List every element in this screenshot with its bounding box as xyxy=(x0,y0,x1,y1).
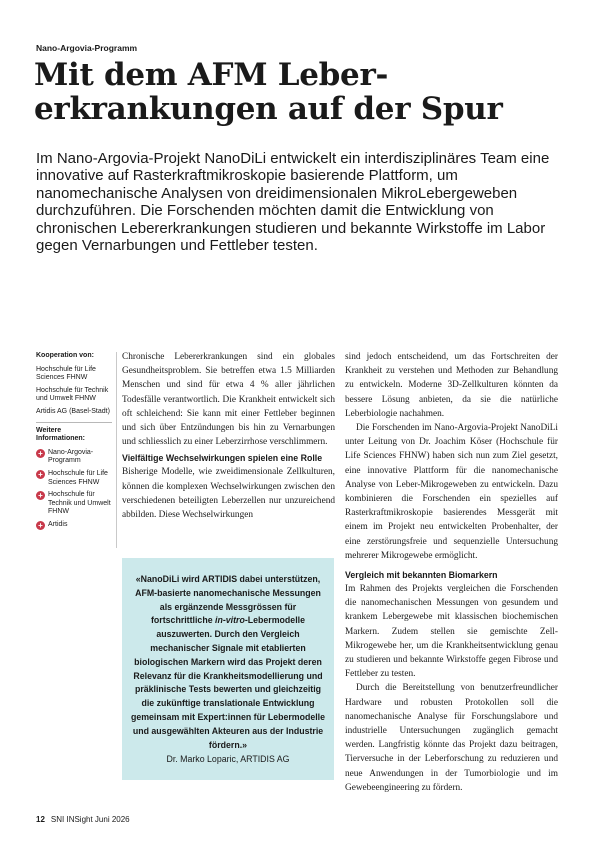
cooperation-heading: Kooperation von: xyxy=(36,352,94,359)
body-paragraph: Durch die Bereitstellung von benutzerfreundlicher Hardware und robusten Protokollen soll die nanomechanische Analyse für Forschungslabore und industrielle Untersuchungen zugänglich gemacht werden. Langfristig könnte das Projekt dazu beitragen, Tierversuche in der Leberforschung zu reduzieren und neue Anwendungen in der Tumorbiologie und im Gewebeengineering zu fördern. xyxy=(345,683,558,793)
quote-text: «NanoDiLi wird ARTIDIS dabei unterstützen, AFM-basierte nanomechanische Messungen als ergänzende Messgrössen für fortschrittliche in-vitro-Lebermodelle auszuwerten. Durch den Vergleich mechanischer Signale mit etablierten biologischen Markern wird das Projekt deren Relevanz für die Krankheitsmodellierung und präklinische Tests bewerten und gleichzeitig die zukünftige translationale Entwicklung gemeinsam mit Expert:innen für Lebermodelle und ausgewählten Akteuren aus der Industrie fördern.» xyxy=(130,574,326,750)
body-paragraph: sind jedoch entscheidend, um das Fortschreiten der Krankheit zu verstehen und Methoden zur Behandlung zu entwickeln. Moderne 3D-Zellkulturen könnten da bessere Lösung anbieten, da sie die natürliche Leberbiologie nachahmen. xyxy=(345,352,558,419)
partner-item: Hochschule für Life Sciences FHNW xyxy=(36,365,96,382)
article-lead: Im Nano-Argovia-Projekt NanoDiLi entwickelt ein interdisziplinäres Team eine innovative auf Rasterkraftmikroskopie basierende Plattform, um nanomechanische Analysen von dreidimensionalen MikroLebergeweben durchzuführen. Die Forschenden möchten damit die Entwicklung von chronischen Lebererkrankungen studieren und bekannte Wirkstoffe im Labor gegen Vernarbungen und Fettleber testen. xyxy=(36,150,550,255)
partner-item: Artidis AG (Basel-Stadt) xyxy=(36,407,110,415)
page-footer xyxy=(36,815,130,824)
plus-icon: + xyxy=(36,491,45,500)
partner-item: Hochschule für Technik und Umwelt FHNW xyxy=(36,386,109,403)
section-kicker: Nano-Argovia-Programm xyxy=(36,43,138,53)
plus-icon: + xyxy=(36,449,45,458)
info-link-label: Nano-Argovia-Programm xyxy=(48,448,94,465)
body-column-2 xyxy=(345,350,558,795)
publication-name: SNI INSight Juni 2026 xyxy=(50,815,130,824)
sidebar-divider xyxy=(36,422,112,423)
body-paragraph: Im Rahmen des Projekts vergleichen die Forschenden die nanomechanischen Messungen von gesundem und krankem Lebergewebe mit klassischen biochemischen Markern. Zudem stellen sie gemischte Zell-Mikrogewebe her, um die Krankheitsentwicklung genau zu studieren und bekannte Wirkstoffe gegen Fibrose und Fettleber zu testen. xyxy=(345,584,558,680)
info-link-label: Artidis xyxy=(48,520,68,528)
info-heading: Weitere Informationen: xyxy=(36,426,85,443)
body-paragraph: Bisherige Modelle, wie zweidimensionale Zellkulturen, können die komplexen Wechselwirkungen zwischen den verschiedenen beteiligten Leberzellen nur unzureichend abbilden. Diese Wechselwirkungen xyxy=(122,467,335,521)
info-link-label: Hochschule für Life Sciences FHNW xyxy=(48,469,108,486)
article-headline: Mit dem AFM Lebererkrankungen auf der Spur xyxy=(34,57,503,127)
body-column-1 xyxy=(122,350,335,522)
plus-icon: + xyxy=(36,521,45,530)
quote-italic: in-vitro xyxy=(215,615,245,626)
subheading: Vergleich mit bekannten Biomarkern xyxy=(345,570,498,581)
sidebar-rule xyxy=(116,352,117,548)
page-number: 12 xyxy=(36,815,45,824)
body-paragraph: Die Forschenden im Nano-Argovia-Projekt NanoDiLi unter Leitung von Dr. Joachim Köser (Hochschule für Life Sciences FHNW) haben sich nun zum Ziel gesetzt, eine innovative Plattform für die nanomechanische Analyse von Leber-Mikrogeweben zu entwickeln. Dazu kombinieren die Forschenden ein spezielles auf Rasterkraftmikroskopie basierendes Messgerät mit einem im Projekt neu entwickelten Probenhalter, der eine zerstörungsfreie und sequenzielle Untersuchung mehrerer Mikrogewebe ermöglicht. xyxy=(345,423,558,561)
pull-quote xyxy=(122,558,334,780)
info-link-nano-argovia[interactable] xyxy=(36,449,112,466)
quote-author: Dr. Marko Loparic, ARTIDIS AG xyxy=(166,754,290,765)
info-link-fhnw-life-sciences[interactable] xyxy=(36,470,112,487)
info-link-label: Hochschule für Technik und Umwelt FHNW xyxy=(48,491,111,516)
body-paragraph: Chronische Lebererkrankungen sind ein globales Gesundheitsproblem. Sie betreffen etwa 1.5 Milliarden Menschen und sind für etwa 4 % aller jährlichen Todesfälle verantwortlich. Die Krankheit entwickelt sich oft schleichend: Sie kann mit einer Fettleber beginnen und sich über Entzündungen bis hin zu Vernarbungen und schliesslich zu einer Leberzirrhose verschlimmern. xyxy=(122,352,335,448)
plus-icon: + xyxy=(36,470,45,479)
info-link-fhnw-technik[interactable] xyxy=(36,491,112,517)
info-sidebar xyxy=(36,352,112,534)
subheading: Vielfältige Wechselwirkungen spielen eine Rolle xyxy=(122,453,323,464)
info-link-artidis[interactable] xyxy=(36,521,112,530)
